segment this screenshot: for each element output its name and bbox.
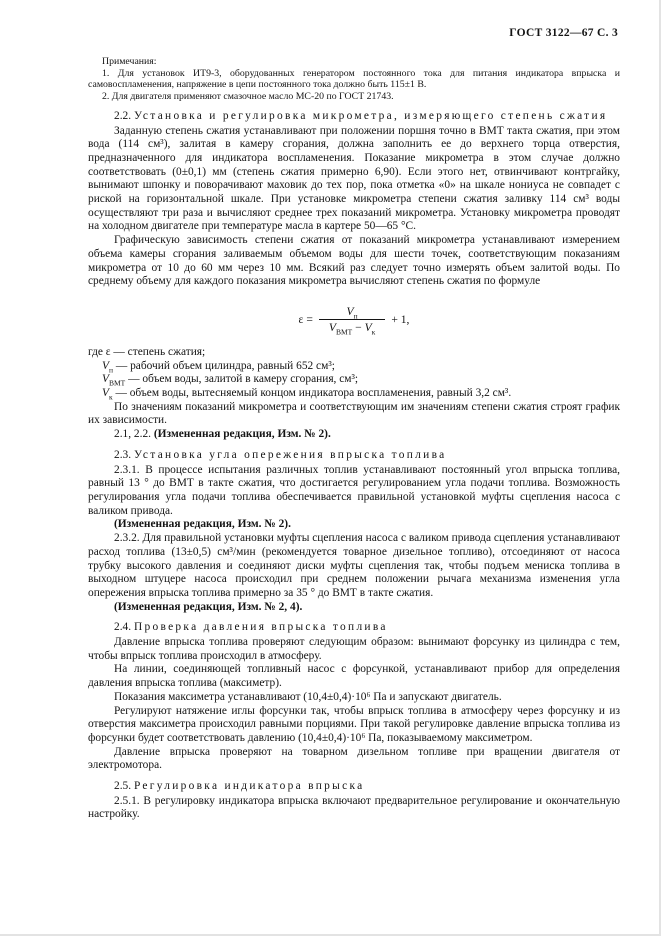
- paragraph-2-3-2: [88, 532, 620, 601]
- paragraph-amendment-2-3-1: [88, 518, 620, 532]
- text-run: Проверка давления впрыска топлива: [133, 621, 388, 634]
- note-1: [88, 68, 620, 91]
- text-run: 2.2.: [114, 109, 134, 122]
- formula-def-vk: [88, 387, 620, 401]
- note-2: [88, 91, 620, 103]
- text-run: Примечания:: [102, 56, 157, 67]
- text-run: Давление впрыска топлива проверяют следующим образом: вынимают форсунку из цилиндра с тем, чтобы впрыск топлива происходил в атмосферу.: [88, 636, 620, 662]
- text-run: 2.5.1. В регулировку индикатора впрыска включают предварительное регулирование и окончательную настройку.: [88, 794, 620, 821]
- text-run: Графическую зависимость степени сжатия от показаний микрометра устанавливают измерением объема камеры сгорания заливаемым объемом воды для шести точек, соответствующим показаниям микрометра от 10 до 60 мм через 10 мм. Всякий раз следует точно измерять объем залитой воды. По среднему объему для каждого показания микрометра вычисляют степень сжатия по формуле: [88, 234, 620, 288]
- paragraph-pressure-check-diesel: [88, 746, 620, 773]
- text-run: 2.3.: [114, 448, 134, 461]
- section-heading-2-5: [88, 780, 620, 794]
- paragraph-maximeter-install: [88, 663, 620, 690]
- paragraph-compression-setting: [88, 125, 620, 235]
- text-run: где ε — степень сжатия;: [88, 345, 206, 358]
- paragraph-amendment-2-1-2-2: [88, 428, 620, 442]
- text-run: к: [108, 392, 113, 402]
- text-run: Показания максиметра устанавливают (10,4±0,4)·10⁶ Па и запускают двигатель.: [114, 690, 502, 703]
- formula-def-vbmt: [88, 373, 620, 387]
- formula-numerator: [337, 305, 368, 319]
- section-heading-2-4: [88, 621, 620, 635]
- paragraph-2-5-1: [88, 795, 620, 822]
- text-run: 2.5.: [114, 780, 134, 793]
- text-run: V: [102, 359, 109, 372]
- text-run: ВМТ: [108, 378, 126, 388]
- text-run: V: [102, 387, 109, 400]
- document-header: ГОСТ 3122—67 С. 3: [509, 27, 618, 39]
- paragraph-2-3-1: [88, 464, 620, 519]
- section-heading-2-2: [88, 110, 620, 124]
- text-run: 2.3.1. В процессе испытания различных топлив устанавливают постоянный угол впрыска топлива, равный 13 ° до ВМТ в такте сжатия, что достигается регулированием угла подачи топлива. Возможность регулирования угла подачи топлива обеспечивается правильной установкой муфты сцепления насоса с валиком привода.: [88, 463, 620, 517]
- paragraph-maximeter-setting: [88, 691, 620, 705]
- text-run: По значениям показаний микрометра и соответствующим им значениям степени сжатия строят график их зависимости.: [88, 400, 620, 427]
- paragraph-graphic-dependence: [88, 234, 620, 289]
- text-run: 2.4.: [114, 621, 134, 634]
- paragraph-amendment-2-3-2: [88, 601, 620, 615]
- formula-fraction: [319, 304, 385, 337]
- formula-def-vp: [88, 360, 620, 374]
- text-run: п: [108, 364, 113, 374]
- formula-where-line: [88, 346, 620, 360]
- paragraph-needle-adjustment: [88, 705, 620, 746]
- formula-v-sub: п: [353, 311, 358, 321]
- text-run: V: [102, 373, 109, 386]
- text-run: — объем воды, залитой в камеру сгорания, см³;: [125, 373, 359, 386]
- text-run: 2.1, 2.2.: [114, 428, 154, 441]
- text-run: Регулировка индикатора впрыска: [133, 780, 365, 793]
- text-run: 2.3.2. Для правильной установки муфты сцепления насоса с валиком привода сцепления устанавливают расход топлива (13±0,5) см³/мин (рекомендуется товарное дизельное топливо), отсоединяют от насоса трубку высокого давления и соединяют диски муфты сцепления так, чтобы подъем мениска топлива в выходном штуцере насоса происходил при среднем положении рычага механизма изменения угла опережения впрыска топлива примерно за 35 ° до ВМТ в такте сжатия.: [88, 532, 620, 599]
- paragraph-graph-plotting: [88, 401, 620, 428]
- compression-ratio-formula: [88, 304, 620, 337]
- text-run: Давление впрыска проверяют на товарном дизельном топливе при вращении двигателя от электромотора.: [88, 745, 620, 772]
- formula-v-sub: ВМТ: [335, 327, 353, 337]
- document-content: [88, 56, 620, 822]
- formula-denominator: [319, 319, 385, 337]
- text-run: (Измененная редакция, Изм. № 2).: [153, 428, 331, 441]
- formula-epsilon: ε =: [298, 312, 313, 326]
- text-run: — рабочий объем цилиндра, равный 652 см³;: [112, 359, 335, 372]
- text-run: — объем воды, вытесняемый концом индикатора воспламенения, равный 3,2 см³.: [112, 387, 512, 400]
- text-run: 1. Для установок ИТ9-3, оборудованных генератором постоянного тока для питания индикатора впрыска и самовоспламенения, напряжение в цепи постоянного тока должно быть 115±1 В.: [88, 67, 620, 91]
- text-run: 2. Для двигателя применяют смазочное масло МС-20 по ГОСТ 21743.: [102, 91, 394, 103]
- text-run: Заданную степень сжатия устанавливают при положении поршня точно в ВМТ такта сжатия, при этом вода (114 см³), залитая в камеру сгорания, должна заполнить ее до верхнего торца отверстия, предназначенного для индикатора воспламенения. Показание микрометра в этом случае должно соответствовать (0±0,1) мм (степень сжатия примерно 6,90). Если этого нет, отвинчивают контргайку, вынимают шпонку и поворачивают маховик до тех пор, пока отметка «0» на шкале нониуса не совпадет с риской на горизонтальной шкале. При установке микрометра степени сжатия заливку 114 см³ воды осуществляют три раза и вычисляют среднее трех показаний микрометра. Установку микрометра проводят на холодном двигателе при температуре масла в картере 50—65 °С.: [88, 124, 620, 233]
- formula-minus: −: [352, 320, 365, 334]
- formula-v-sub: к: [371, 327, 376, 337]
- text-run: На линии, соединяющей топливный насос с форсункой, устанавливают прибор для определения давления впрыска топлива (максиметр).: [88, 663, 620, 690]
- text-run: (Измененная редакция, Изм. № 2).: [114, 518, 291, 531]
- text-run: Установка и регулировка микрометра, измеряющего степень сжатия: [133, 109, 608, 122]
- paragraph-injection-pressure-check: [88, 636, 620, 663]
- section-heading-2-3: [88, 449, 620, 463]
- text-run: Регулируют натяжение иглы форсунки так, чтобы впрыск топлива в атмосферу через форсунку и из отверстия максиметра происходил равными порциями. При такой регулировке давление впрыска топлива из форсунки будет соответствовать давлению (10,4±0,4)·10⁶ Па, показываемому максиметром.: [88, 704, 620, 744]
- formula-v: V: [328, 320, 336, 334]
- formula-v: V: [364, 320, 372, 334]
- notes-title: [88, 56, 620, 68]
- formula-tail: + 1,: [391, 312, 410, 326]
- text-run: (Измененная редакция, Изм. № 2, 4).: [114, 600, 303, 613]
- formula-v: V: [346, 304, 354, 318]
- text-run: Установка угла опережения впрыска топлива: [133, 448, 447, 461]
